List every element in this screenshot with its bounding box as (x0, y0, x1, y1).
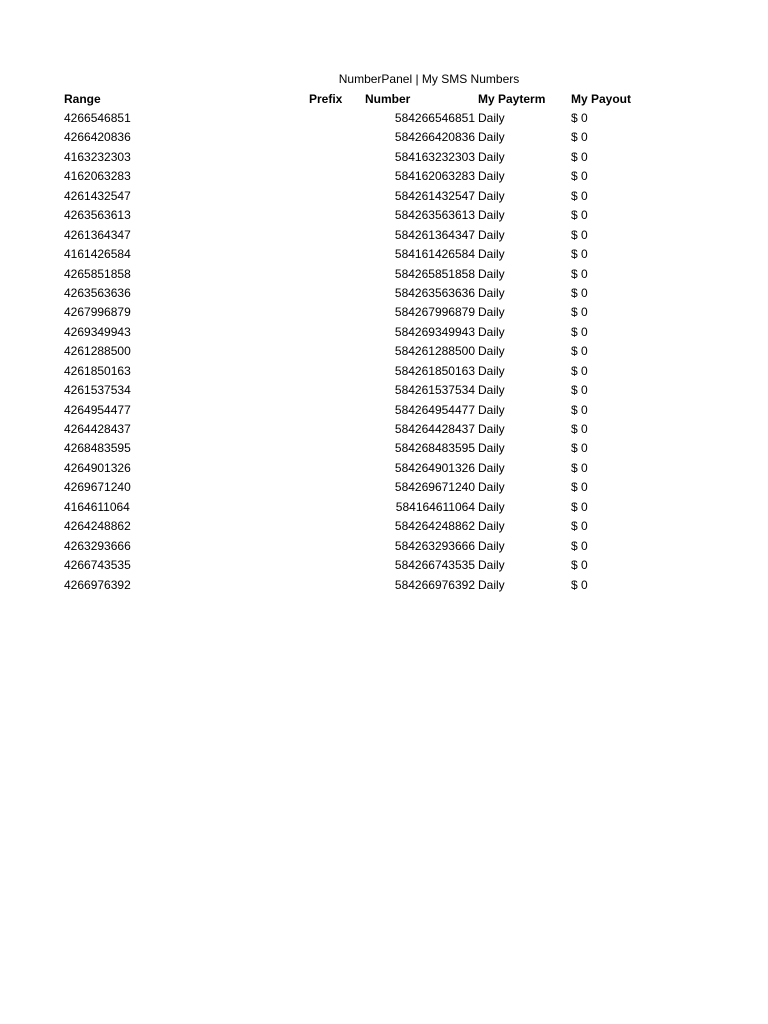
range-cell: 4265851858 (64, 266, 131, 281)
number-cell: 584266420836 (394, 130, 475, 145)
payterm-cell: Daily (478, 208, 505, 223)
payout-cell: $ 0 (571, 247, 588, 262)
table-row (0, 168, 768, 187)
range-cell: 4261537534 (64, 383, 131, 398)
payterm-cell: Daily (478, 305, 505, 320)
payterm-cell: Daily (478, 266, 505, 281)
table-row (0, 246, 768, 265)
range-cell: 4269349943 (64, 324, 131, 339)
payout-cell: $ 0 (571, 111, 588, 125)
payterm-cell: Daily (478, 285, 505, 300)
range-cell: 4267996879 (64, 305, 131, 320)
number-cell: 584163232303 (394, 149, 475, 164)
range-cell: 4263563613 (64, 208, 131, 223)
table-row (0, 110, 768, 129)
payterm-cell: Daily (478, 149, 505, 164)
number-cell: 584264428437 (394, 422, 475, 436)
number-cell: 584264248862 (394, 519, 475, 534)
number-cell: 584267996879 (394, 305, 475, 320)
table-body (0, 110, 768, 596)
payterm-cell: Daily (478, 363, 505, 378)
number-cell: 584266743535 (394, 558, 475, 573)
payterm-cell: Daily (478, 188, 505, 203)
column-header-number: Number (365, 92, 411, 106)
range-cell: 4264901326 (64, 460, 131, 475)
range-cell: 4266743535 (64, 558, 131, 573)
table-row (0, 266, 768, 285)
column-header-prefix: Prefix (309, 92, 343, 106)
number-cell: 584269671240 (394, 480, 475, 495)
payterm-cell: Daily (478, 441, 505, 456)
range-cell: 4263293666 (64, 538, 131, 553)
range-cell: 4268483595 (64, 441, 131, 456)
table-row (0, 557, 768, 576)
number-cell: 584263293666 (394, 538, 475, 553)
range-cell: 4266546851 (64, 111, 131, 125)
table-header (0, 91, 768, 107)
table-row (0, 343, 768, 362)
payterm-cell: Daily (478, 247, 505, 262)
payterm-cell: Daily (478, 538, 505, 553)
page-title: NumberPanel | My SMS Numbers (338, 72, 520, 86)
number-cell: 584265851858 (394, 266, 475, 281)
range-cell: 4261288500 (64, 344, 131, 359)
range-cell: 4263563636 (64, 285, 131, 300)
table-row (0, 363, 768, 382)
number-cell: 584261537534 (394, 383, 475, 398)
payout-cell: $ 0 (571, 363, 588, 378)
payout-cell: $ 0 (571, 188, 588, 203)
table-row (0, 421, 768, 440)
payout-cell: $ 0 (571, 480, 588, 495)
number-cell: 584164611064 (395, 499, 475, 514)
table-row (0, 304, 768, 323)
payout-cell: $ 0 (571, 499, 588, 514)
number-cell: 584266976392 (394, 577, 475, 592)
table-row (0, 129, 768, 148)
payterm-cell: Daily (478, 558, 505, 573)
number-cell: 584263563636 (394, 285, 475, 300)
payout-cell: $ 0 (571, 460, 588, 475)
payterm-cell: Daily (478, 402, 505, 417)
number-cell: 584261432547 (394, 188, 475, 203)
payterm-cell: Daily (478, 169, 505, 184)
table-row (0, 538, 768, 557)
range-cell: 4264248862 (64, 519, 131, 534)
number-cell: 584264901326 (394, 460, 475, 475)
range-cell: 4264954477 (64, 402, 131, 417)
payterm-cell: Daily (478, 227, 505, 242)
payout-cell: $ 0 (571, 441, 588, 456)
payout-cell: $ 0 (571, 577, 588, 592)
range-cell: 4269671240 (64, 480, 131, 495)
payout-cell: $ 0 (571, 130, 588, 145)
range-cell: 4261364347 (64, 227, 131, 242)
number-cell: 584269349943 (394, 324, 475, 339)
number-cell: 584261288500 (394, 344, 475, 359)
range-cell: 4261432547 (64, 188, 131, 203)
payterm-cell: Daily (478, 324, 505, 339)
range-cell: 4266420836 (64, 130, 131, 145)
payout-cell: $ 0 (571, 169, 588, 184)
table-row (0, 188, 768, 207)
range-cell: 4163232303 (64, 149, 131, 164)
number-cell: 584261850163 (394, 363, 475, 378)
payterm-cell: Daily (478, 383, 505, 398)
payterm-cell: Daily (478, 460, 505, 475)
number-cell: 584263563613 (394, 208, 475, 223)
column-header-payterm: My Payterm (478, 92, 546, 106)
table-row (0, 577, 768, 596)
table-row (0, 227, 768, 246)
payterm-cell: Daily (478, 499, 505, 514)
payout-cell: $ 0 (571, 344, 588, 359)
table-row (0, 402, 768, 421)
table-row (0, 440, 768, 459)
table-row (0, 479, 768, 498)
payout-cell: $ 0 (571, 402, 588, 417)
table-row (0, 382, 768, 401)
payout-cell: $ 0 (571, 149, 588, 164)
payout-cell: $ 0 (571, 422, 588, 436)
payout-cell: $ 0 (571, 208, 588, 223)
payout-cell: $ 0 (571, 227, 588, 242)
column-header-range: Range (64, 92, 101, 106)
table-row (0, 324, 768, 343)
number-cell: 584261364347 (394, 227, 475, 242)
payterm-cell: Daily (478, 422, 505, 436)
table-row (0, 460, 768, 479)
payout-cell: $ 0 (571, 383, 588, 398)
payout-cell: $ 0 (571, 538, 588, 553)
payout-cell: $ 0 (571, 558, 588, 573)
range-cell: 4161426584 (64, 247, 131, 262)
number-cell: 584264954477 (394, 402, 475, 417)
table-row (0, 207, 768, 226)
number-cell: 584162063283 (394, 169, 475, 184)
table-row (0, 149, 768, 168)
payterm-cell: Daily (478, 519, 505, 534)
range-cell: 4164611064 (64, 499, 130, 514)
range-cell: 4162063283 (64, 169, 131, 184)
table-row (0, 518, 768, 537)
number-cell: 584161426584 (394, 247, 475, 262)
payterm-cell: Daily (478, 111, 505, 125)
number-cell: 584268483595 (394, 441, 475, 456)
payterm-cell: Daily (478, 344, 505, 359)
payterm-cell: Daily (478, 130, 505, 145)
range-cell: 4261850163 (64, 363, 131, 378)
payout-cell: $ 0 (571, 285, 588, 300)
payterm-cell: Daily (478, 577, 505, 592)
payout-cell: $ 0 (571, 519, 588, 534)
table-row (0, 499, 768, 518)
payterm-cell: Daily (478, 480, 505, 495)
table-row (0, 285, 768, 304)
payout-cell: $ 0 (571, 266, 588, 281)
payout-cell: $ 0 (571, 324, 588, 339)
number-cell: 584266546851 (394, 111, 475, 125)
column-header-payout: My Payout (571, 92, 632, 106)
range-cell: 4264428437 (64, 422, 131, 436)
range-cell: 4266976392 (64, 577, 131, 592)
payout-cell: $ 0 (571, 305, 588, 320)
